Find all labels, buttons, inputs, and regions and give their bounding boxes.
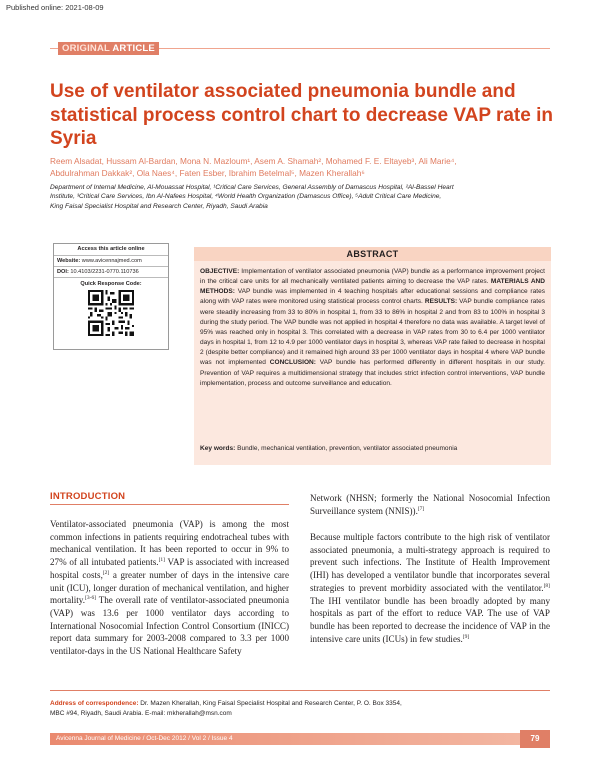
- page-number: 79: [520, 730, 550, 748]
- objective-label: OBJECTIVE:: [200, 268, 240, 275]
- body-text: The overall rate of ventilator-associated pneumonia (VAP) was 13.6 per 1000 ventilator days according to International Nosocomial Infection Control Consortium (INICC) report data summary for 2003-2008 compared to 3.3 per 1000 ventilator-days in the US National Healthcare Safety: [50, 595, 289, 657]
- intro-column-left: [50, 518, 289, 658]
- badge-part1: ORIGINAL: [62, 43, 110, 54]
- methods-label: MATERIALS AND METHODS:: [200, 278, 545, 296]
- body-text: Ventilator-associated pneumonia (VAP) is among the most common infections in patients requiring endotracheal tubes with mechanical ventilation. It has been reported to occur in 9% to 27% of all intubated patients.: [50, 519, 289, 568]
- keywords: [200, 444, 545, 454]
- methods-text: VAP bundle was implemented in 4 teaching hospitals after educational sessions and compliance rates along with VAP rates were monitored using statistical process control charts.: [200, 288, 545, 306]
- doi-link[interactable]: 10.4103/2231-0770.110736: [70, 269, 139, 275]
- website-link[interactable]: www.avicennajmed.com: [81, 258, 142, 264]
- doi-label: DOI:: [57, 269, 69, 275]
- doi-row: [54, 267, 168, 278]
- page-footer: [0, 730, 600, 748]
- correspondence-divider: [50, 690, 550, 691]
- results-text: VAP bundle compliance rates were steadily increasing from 33 to 80% in hospital 1, from 33 to 86% in hospital 2 and from 83 to 100% in hospital 3 during the study period. The VAP bundle was not applied in hospital 4 therefore no data was available. A target level of 95% was reached only in hospital 3. This correlated with a decrease in VAP rates from 30 to 6.4 per 1000 ventilator days in hospital 1, from 12 to 4.9 per 1000 ventilator days in hospital 3, whereas VAP rate failed to decrease in hospital 2 (despite better compliance) and it remained high around 33 per 1000 ventilator days in hospital 4 where VAP bundle was not implemented: [200, 298, 545, 367]
- conclusion-text: VAP bundle has performed differently in different hospitals in our study. Prevention of VAP requires a multidimensional strategy that includes strict infection control interventions, VAP bundle implementation, process and outcome surveillance and education.: [200, 359, 545, 387]
- qr-label: Quick Response Code:: [80, 281, 142, 287]
- access-online-box: [53, 243, 169, 350]
- journal-citation: Avicenna Journal of Medicine / Oct-Dec 2012 / Vol 2 / Issue 4: [56, 735, 233, 742]
- body-text: Because multiple factors contribute to the high risk of ventilator associated pneumonia, a multi-strategy approach is required to prevent such infections. The Institute of Health Improvement (IHI) has developed a ventilator bundle that incorporates several strategies to prevent morbidity associated with the ventilator.: [310, 532, 550, 593]
- affiliation-line: Institute, ³Critical Care Services, Ibn Al-Nafees Hospital, ⁴World Health Organization (Damascus Office), ⁵Adult Critical Care Medicine,: [50, 193, 442, 201]
- citation[interactable]: [7]: [417, 505, 425, 512]
- section-divider: [50, 504, 289, 505]
- qr-code-icon[interactable]: [88, 290, 134, 336]
- citation[interactable]: [3-6]: [85, 595, 97, 602]
- article-type-banner: [50, 42, 550, 55]
- abstract-box: [194, 247, 551, 465]
- website-row: [54, 256, 168, 267]
- abstract-heading: ABSTRACT: [194, 247, 551, 261]
- affiliation-line: Department of Internal Medicine, Al-Mouassat Hospital, ¹Critical Care Services, General Assembly of Damascus Hospital, ²Al-Bassel Heart: [50, 184, 454, 191]
- keywords-text: Bundle, mechanical ventilation, prevention, ventilator associated pneumonia: [237, 445, 458, 452]
- abstract-text: [200, 267, 545, 389]
- section-heading-introduction: INTRODUCTION: [50, 491, 126, 502]
- author-line: Reem Alsadat, Hussam Al-Bardan, Mona N. Mazloum¹, Asem A. Shamah², Mohamed F. E. Eltayeb³, Ali Marie⁴,: [50, 156, 457, 166]
- article-title: Use of ventilator associated pneumonia bundle and statistical process control chart to decrease VAP rate in Syria: [50, 81, 553, 149]
- conclusion-label: CONCLUSION:: [269, 359, 316, 367]
- published-date: Published online: 2021-08-09: [6, 3, 104, 12]
- intro-column-right: [310, 531, 550, 645]
- correspondence-line: MBC #94, Riyadh, Saudi Arabia. E-mail: mkherallah@msn.com: [50, 710, 232, 717]
- correspondence-label: Address of correspondence:: [50, 700, 139, 707]
- website-label: Website:: [57, 258, 81, 264]
- citation[interactable]: [1]: [158, 557, 165, 564]
- correspondence: [50, 699, 550, 719]
- body-text: a greater number of days in the intensive care unit (ICU), longer duration of mechanical ventilation, and higher mortality.: [50, 569, 289, 606]
- affiliation-line: King Faisal Specialist Hospital and Research Center, Riyadh, Saudi Arabia: [50, 202, 268, 210]
- badge-part2: ARTICLE: [112, 43, 155, 54]
- author-list: [50, 156, 550, 179]
- body-text: Network (NHSN; formerly the National Nosocomial Infection Surveillance system (NNIS)).: [310, 493, 550, 516]
- objective-text: Implementation of ventilator associated pneumonia (VAP) bundle as a performance improvement project in the critical care units for all mechanically ventilated patients aiming to decrease the VAP rates.: [200, 268, 545, 286]
- article-type-badge: [58, 42, 159, 55]
- body-text: The IHI ventilator bundle has been broadly adopted by many hospitals as part of the effort to reduce VAP. The use of VAP bundle has been reported to decrease the incidence of VAP in the intensive care units (ICUs) in few studies.: [310, 595, 550, 644]
- affiliations: [50, 183, 550, 211]
- body-text: VAP is associated with increased hospital costs,: [50, 557, 289, 580]
- correspondence-line: Dr. Mazen Kherallah, King Faisal Specialist Hospital and Research Center, P. O. Box 3354,: [138, 700, 402, 707]
- intro-column-right-top: [310, 492, 550, 517]
- citation[interactable]: [2]: [102, 569, 110, 576]
- citation[interactable]: [9]: [462, 633, 470, 640]
- results-label: RESULTS:: [424, 298, 458, 306]
- citation[interactable]: [8]: [543, 582, 550, 589]
- access-title: Access this article online: [54, 244, 168, 256]
- author-line: Abdulrahman Dakkak², Ola Naes⁴, Faten Esber, Ibrahim Betelmal⁵, Mazen Kherallah⁶: [50, 167, 365, 178]
- keywords-label: Key words:: [200, 445, 236, 452]
